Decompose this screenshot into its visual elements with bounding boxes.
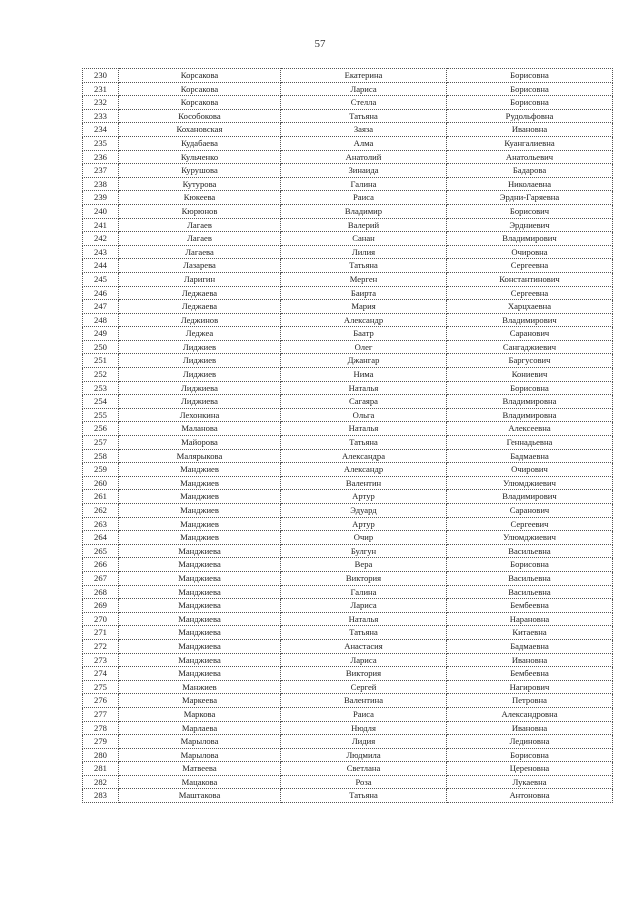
row-number-cell: 282 [83,775,119,789]
row-number-cell: 248 [83,313,119,327]
patronymic-cell: Владимировна [447,395,613,409]
row-number-cell: 270 [83,612,119,626]
row-number-cell: 271 [83,626,119,640]
row-number-cell: 264 [83,531,119,545]
surname-cell: Лехонкина [119,408,281,422]
table-row [83,504,613,518]
patronymic-cell: Бадмаевна [447,449,613,463]
row-number-cell: 235 [83,136,119,150]
surname-cell: Корсакова [119,69,281,83]
first-name-cell: Раиса [281,707,447,721]
row-number-cell: 258 [83,449,119,463]
first-name-cell: Заяза [281,123,447,137]
surname-cell: Маланова [119,422,281,436]
patronymic-cell: Лукаевна [447,775,613,789]
surname-cell: Корсакова [119,96,281,110]
table-row [83,191,613,205]
surname-cell: Манджиев [119,517,281,531]
surname-cell: Марылова [119,735,281,749]
patronymic-cell: Сергеевна [447,286,613,300]
row-number-cell: 272 [83,639,119,653]
patronymic-cell: Нарановна [447,612,613,626]
patronymic-cell: Сергеевна [447,259,613,273]
row-number-cell: 250 [83,340,119,354]
table-row [83,204,613,218]
first-name-cell: Лариса [281,599,447,613]
surname-cell: Кульченко [119,150,281,164]
table-row [83,653,613,667]
roster-table-body [83,69,613,803]
surname-cell: Манджиев [119,463,281,477]
patronymic-cell: Константинович [447,272,613,286]
table-row [83,422,613,436]
first-name-cell: Баатр [281,327,447,341]
first-name-cell: Наталья [281,612,447,626]
row-number-cell: 275 [83,680,119,694]
patronymic-cell: Борисович [447,204,613,218]
table-row [83,395,613,409]
table-row [83,109,613,123]
first-name-cell: Лариса [281,82,447,96]
row-number-cell: 266 [83,558,119,572]
surname-cell: Леджеа [119,327,281,341]
row-number-cell: 276 [83,694,119,708]
first-name-cell: Баирта [281,286,447,300]
patronymic-cell: Геннадьевна [447,436,613,450]
row-number-cell: 279 [83,735,119,749]
table-row [83,612,613,626]
first-name-cell: Ольга [281,408,447,422]
row-number-cell: 267 [83,571,119,585]
first-name-cell: Сагаяра [281,395,447,409]
first-name-cell: Екатерина [281,69,447,83]
row-number-cell: 232 [83,96,119,110]
surname-cell: Леджаева [119,286,281,300]
surname-cell: Манджиева [119,612,281,626]
surname-cell: Манджиева [119,639,281,653]
row-number-cell: 261 [83,490,119,504]
table-row [83,354,613,368]
table-row [83,232,613,246]
first-name-cell: Артур [281,517,447,531]
surname-cell: Кюрюнов [119,204,281,218]
patronymic-cell: Харцхаевна [447,300,613,314]
patronymic-cell: Бембеевна [447,667,613,681]
table-row [83,680,613,694]
patronymic-cell: Рудольфовна [447,109,613,123]
table-row [83,340,613,354]
table-row [83,218,613,232]
patronymic-cell: Куангалиевна [447,136,613,150]
table-row [83,381,613,395]
surname-cell: Лазарева [119,259,281,273]
surname-cell: Леджаева [119,300,281,314]
first-name-cell: Анастасия [281,639,447,653]
first-name-cell: Татьяна [281,436,447,450]
surname-cell: Марлаева [119,721,281,735]
row-number-cell: 231 [83,82,119,96]
first-name-cell: Джангар [281,354,447,368]
row-number-cell: 262 [83,504,119,518]
first-name-cell: Татьяна [281,259,447,273]
table-row [83,463,613,477]
row-number-cell: 253 [83,381,119,395]
table-row [83,490,613,504]
first-name-cell: Раиса [281,191,447,205]
surname-cell: Маркеева [119,694,281,708]
patronymic-cell: Ивановна [447,721,613,735]
patronymic-cell: Улюмджиевич [447,531,613,545]
roster-table [82,68,613,803]
first-name-cell: Александр [281,313,447,327]
table-row [83,571,613,585]
patronymic-cell: Владимировна [447,408,613,422]
first-name-cell: Анатолий [281,150,447,164]
row-number-cell: 259 [83,463,119,477]
patronymic-cell: Ивановна [447,653,613,667]
patronymic-cell: Александровна [447,707,613,721]
patronymic-cell: Васильевна [447,571,613,585]
surname-cell: Манджиева [119,667,281,681]
row-number-cell: 263 [83,517,119,531]
first-name-cell: Александр [281,463,447,477]
table-row [83,667,613,681]
surname-cell: Манджиев [119,531,281,545]
surname-cell: Кудабаева [119,136,281,150]
row-number-cell: 237 [83,164,119,178]
table-row [83,300,613,314]
first-name-cell: Роза [281,775,447,789]
row-number-cell: 254 [83,395,119,409]
row-number-cell: 239 [83,191,119,205]
row-number-cell: 244 [83,259,119,273]
first-name-cell: Татьяна [281,626,447,640]
first-name-cell: Лилия [281,245,447,259]
surname-cell: Манджиева [119,544,281,558]
table-row [83,707,613,721]
first-name-cell: Сергей [281,680,447,694]
table-row [83,245,613,259]
table-row [83,531,613,545]
patronymic-cell: Борисовна [447,748,613,762]
first-name-cell: Мария [281,300,447,314]
patronymic-cell: Антоновна [447,789,613,803]
table-row [83,272,613,286]
patronymic-cell: Владимирович [447,490,613,504]
patronymic-cell: Ивановна [447,123,613,137]
patronymic-cell: Цереновна [447,762,613,776]
table-row [83,639,613,653]
surname-cell: Марылова [119,748,281,762]
patronymic-cell: Анатольевич [447,150,613,164]
row-number-cell: 245 [83,272,119,286]
patronymic-cell: Борисовна [447,82,613,96]
row-number-cell: 238 [83,177,119,191]
row-number-cell: 234 [83,123,119,137]
first-name-cell: Светлана [281,762,447,776]
patronymic-cell: Китаевна [447,626,613,640]
patronymic-cell: Саранович [447,504,613,518]
patronymic-cell: Сергеевич [447,517,613,531]
surname-cell: Манджиева [119,599,281,613]
patronymic-cell: Николаевна [447,177,613,191]
patronymic-cell: Владимирович [447,313,613,327]
row-number-cell: 236 [83,150,119,164]
row-number-cell: 278 [83,721,119,735]
row-number-cell: 242 [83,232,119,246]
first-name-cell: Нима [281,368,447,382]
patronymic-cell: Алексеевна [447,422,613,436]
patronymic-cell: Васильевна [447,544,613,558]
row-number-cell: 283 [83,789,119,803]
patronymic-cell: Лединовна [447,735,613,749]
surname-cell: Кособокова [119,109,281,123]
table-row [83,164,613,178]
first-name-cell: Виктория [281,667,447,681]
surname-cell: Манджиева [119,585,281,599]
surname-cell: Леджинов [119,313,281,327]
row-number-cell: 277 [83,707,119,721]
patronymic-cell: Очировна [447,245,613,259]
first-name-cell: Наталья [281,422,447,436]
first-name-cell: Олег [281,340,447,354]
row-number-cell: 241 [83,218,119,232]
surname-cell: Майорова [119,436,281,450]
first-name-cell: Татьяна [281,789,447,803]
first-name-cell: Санан [281,232,447,246]
patronymic-cell: Нагирович [447,680,613,694]
surname-cell: Ларигин [119,272,281,286]
first-name-cell: Алма [281,136,447,150]
table-row [83,136,613,150]
surname-cell: Малярыкова [119,449,281,463]
table-row [83,123,613,137]
row-number-cell: 243 [83,245,119,259]
first-name-cell: Лидия [281,735,447,749]
table-row [83,177,613,191]
surname-cell: Маштакова [119,789,281,803]
row-number-cell: 256 [83,422,119,436]
first-name-cell: Артур [281,490,447,504]
table-row [83,762,613,776]
row-number-cell: 240 [83,204,119,218]
surname-cell: Матвеева [119,762,281,776]
surname-cell: Манджиев [119,504,281,518]
row-number-cell: 273 [83,653,119,667]
first-name-cell: Татьяна [281,109,447,123]
surname-cell: Манджиев [119,476,281,490]
row-number-cell: 260 [83,476,119,490]
surname-cell: Кохановская [119,123,281,137]
patronymic-cell: Кониевич [447,368,613,382]
table-row [83,558,613,572]
surname-cell: Лиджиев [119,340,281,354]
table-row [83,694,613,708]
row-number-cell: 274 [83,667,119,681]
surname-cell: Маркова [119,707,281,721]
patronymic-cell: Борисовна [447,69,613,83]
first-name-cell: Виктория [281,571,447,585]
row-number-cell: 230 [83,69,119,83]
first-name-cell: Эдуард [281,504,447,518]
table-row [83,735,613,749]
table-row [83,327,613,341]
table-row [83,585,613,599]
table-row [83,150,613,164]
patronymic-cell: Владимирович [447,232,613,246]
table-row [83,789,613,803]
patronymic-cell: Бембеевна [447,599,613,613]
table-row [83,69,613,83]
row-number-cell: 251 [83,354,119,368]
surname-cell: Лагаев [119,232,281,246]
patronymic-cell: Борисовна [447,96,613,110]
table-row [83,436,613,450]
first-name-cell: Валентина [281,694,447,708]
first-name-cell: Зинаида [281,164,447,178]
table-row [83,544,613,558]
table-row [83,476,613,490]
row-number-cell: 265 [83,544,119,558]
row-number-cell: 247 [83,300,119,314]
surname-cell: Мацакова [119,775,281,789]
first-name-cell: Людмила [281,748,447,762]
table-row [83,259,613,273]
first-name-cell: Валентин [281,476,447,490]
surname-cell: Лиджиев [119,354,281,368]
surname-cell: Лиджиева [119,381,281,395]
row-number-cell: 255 [83,408,119,422]
first-name-cell: Булгун [281,544,447,558]
surname-cell: Кутурова [119,177,281,191]
first-name-cell: Стелла [281,96,447,110]
patronymic-cell: Улюмджиевич [447,476,613,490]
patronymic-cell: Эрдниевич [447,218,613,232]
first-name-cell: Владимир [281,204,447,218]
patronymic-cell: Петровна [447,694,613,708]
first-name-cell: Галина [281,585,447,599]
surname-cell: Кюкеева [119,191,281,205]
table-row [83,517,613,531]
row-number-cell: 246 [83,286,119,300]
patronymic-cell: Эрдни-Гаряевна [447,191,613,205]
page-number: 57 [314,38,326,50]
surname-cell: Манджиева [119,653,281,667]
patronymic-cell: Сангаджиевич [447,340,613,354]
table-row [83,82,613,96]
row-number-cell: 249 [83,327,119,341]
table-row [83,96,613,110]
patronymic-cell: Баргусович [447,354,613,368]
patronymic-cell: Бадарова [447,164,613,178]
table-row [83,626,613,640]
row-number-cell: 269 [83,599,119,613]
surname-cell: Манджиева [119,626,281,640]
row-number-cell: 252 [83,368,119,382]
first-name-cell: Валерий [281,218,447,232]
first-name-cell: Галина [281,177,447,191]
surname-cell: Манжиев [119,680,281,694]
table-row [83,449,613,463]
first-name-cell: Наталья [281,381,447,395]
table-row [83,368,613,382]
patronymic-cell: Васильевна [447,585,613,599]
row-number-cell: 233 [83,109,119,123]
row-number-cell: 280 [83,748,119,762]
table-row [83,408,613,422]
patronymic-cell: Борисовна [447,381,613,395]
surname-cell: Манджиева [119,558,281,572]
table-row [83,721,613,735]
first-name-cell: Очир [281,531,447,545]
surname-cell: Корсакова [119,82,281,96]
surname-cell: Лагаев [119,218,281,232]
row-number-cell: 281 [83,762,119,776]
surname-cell: Манджиев [119,490,281,504]
patronymic-cell: Бадмаевна [447,639,613,653]
row-number-cell: 268 [83,585,119,599]
first-name-cell: Александра [281,449,447,463]
surname-cell: Лиджиев [119,368,281,382]
surname-cell: Лагаева [119,245,281,259]
table-row [83,775,613,789]
patronymic-cell: Саранович [447,327,613,341]
first-name-cell: Мерген [281,272,447,286]
surname-cell: Манджиева [119,571,281,585]
row-number-cell: 257 [83,436,119,450]
table-row [83,286,613,300]
table-row [83,748,613,762]
surname-cell: Лиджиева [119,395,281,409]
surname-cell: Курушова [119,164,281,178]
table-row [83,599,613,613]
patronymic-cell: Борисовна [447,558,613,572]
patronymic-cell: Очирович [447,463,613,477]
table-row [83,313,613,327]
first-name-cell: Нюдля [281,721,447,735]
first-name-cell: Вера [281,558,447,572]
first-name-cell: Лариса [281,653,447,667]
